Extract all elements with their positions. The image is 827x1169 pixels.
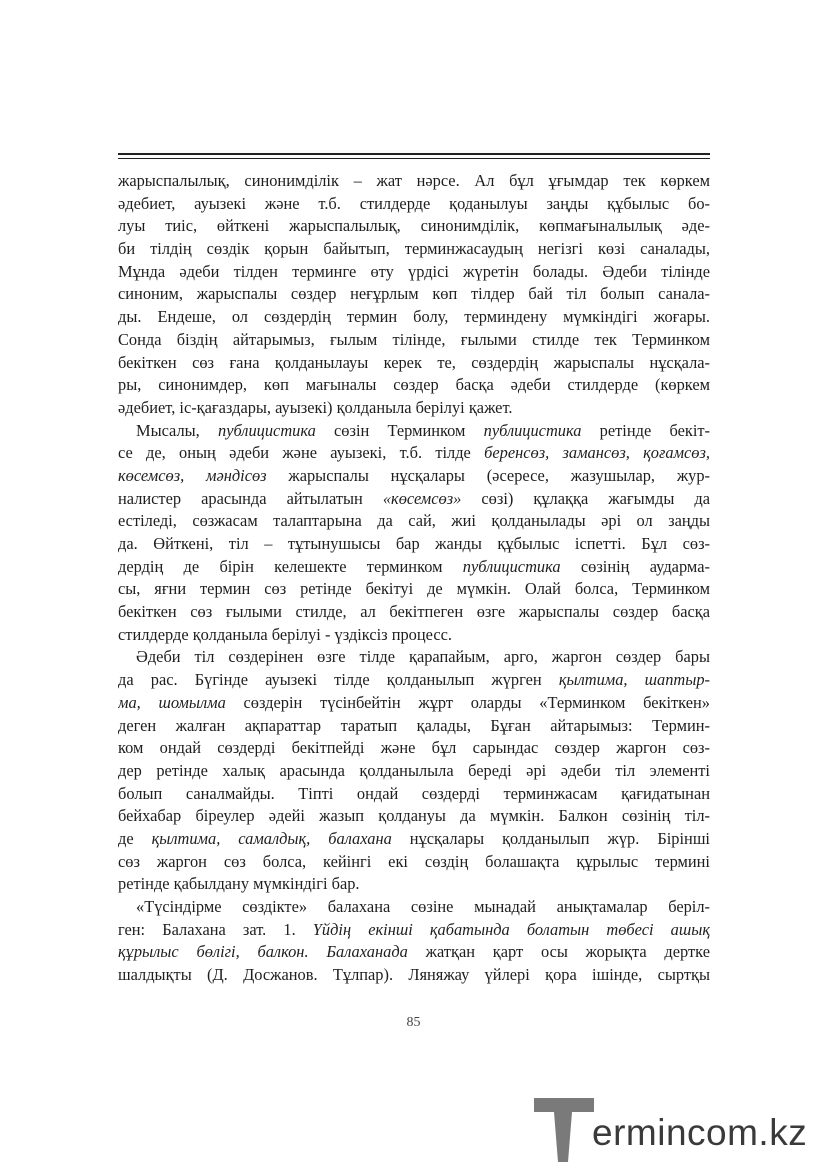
text-segment: сөзі) құлаққа жағымды да — [461, 488, 710, 508]
text-segment: да рас. Бүгінде ауызекі тілде қолданылып жүрген — [118, 670, 559, 690]
text-segment: ры, синонимдер, көп мағыналы сөздер басқа әдеби стилдерде (көркем — [118, 375, 710, 395]
text-line — [118, 261, 710, 284]
text-line — [118, 510, 710, 533]
text-line — [118, 306, 710, 329]
body-text — [118, 170, 710, 987]
italic-term: публицистика — [218, 420, 316, 440]
text-line — [118, 851, 710, 874]
text-line — [118, 193, 710, 216]
text-segment: Мұнда әдеби тілден терминге өту үрдісі жүретін болады. Әдеби тілінде — [118, 261, 710, 281]
text-line — [118, 715, 710, 738]
text-segment: дердің де бірін келешекте терминком — [118, 556, 463, 576]
logo-t-icon — [534, 1098, 596, 1162]
text-segment: ды. Ендеше, ол сөздердің термин болу, терминдену мүмкіндігі жоғары. — [118, 307, 710, 327]
text-segment: нұсқалары қолданылып жүр. Бірінші — [391, 828, 710, 848]
logo-text: ermincom.kz — [592, 1112, 808, 1153]
italic-term: ма, шомылма — [118, 692, 226, 712]
text-line — [118, 964, 710, 987]
text-segment: естіледі, сөзжасам талаптарына да сай, жиі қолданылады әрі ол заңды — [118, 511, 710, 531]
text-segment: әдебиет, іс-қағаздары, ауызекі) қолданыла берілуі қажет. — [118, 397, 513, 417]
text-segment: синоним, жарыспалы сөздер неғұрлым көп тілдер бай тіл болып санала- — [118, 284, 710, 304]
text-line — [118, 669, 710, 692]
text-segment: жатқан қарт осы жорықта дертке — [407, 942, 710, 962]
text-segment: шалдықты (Д. Досжанов. Тұлпар). Ляняжау үйлері қора ішінде, сыртқы — [118, 965, 710, 985]
text-line — [118, 533, 710, 556]
header-rule-thick — [118, 153, 710, 155]
text-line — [118, 624, 710, 647]
italic-term: «көсемсөз» — [382, 488, 462, 508]
text-segment: дер ретінде халық арасында қолданылыла береді әрі әдеби тіл элементі — [118, 760, 710, 780]
text-segment: сы, яғни термин сөз ретінде бекітуі де мүмкін. Олай болса, Терминком — [118, 579, 710, 599]
italic-term: публицистика — [483, 420, 582, 440]
text-segment: бекіткен сөз ғана қолданылауы керек те, сөздердің жарыспалы нұсқала- — [118, 352, 710, 372]
text-line — [118, 941, 710, 964]
text-line — [118, 556, 710, 579]
text-line — [118, 238, 710, 261]
text-segment: әдебиет, ауызекі және т.б. стилдерде қоданылуы заңды құбылыс бо- — [118, 193, 710, 213]
text-segment: сөзінің аудармa- — [560, 556, 710, 576]
text-line — [118, 329, 710, 352]
text-line — [118, 873, 710, 896]
text-segment: Сонда біздің айтарымыз, ғылым тілінде, ғылыми стилде тек Терминком — [118, 329, 710, 349]
text-segment: ретінде бекіт- — [581, 420, 710, 440]
text-segment: бейхабар біреулер әдейі жазып қолдануы да мүмкін. Балкон сөзінің тіл- — [118, 806, 710, 826]
text-segment: да. Өйткені, тіл – тұтынушысы бар жанды құбылыс іспетті. Бұл сөз- — [118, 534, 710, 553]
text-segment: жарыспалылық, синонимділік – жат нәрсе. Ал бұл ұғымдар тек көркем — [118, 171, 710, 190]
italic-term: көсемсөз, мәндісөз — [118, 465, 267, 485]
text-line — [118, 760, 710, 783]
termincom-logo — [534, 1098, 824, 1162]
text-segment: сөз жаргон сөз болса, кейінгі екі сөздің болашақта құрылыс термині — [118, 851, 710, 871]
text-line — [118, 283, 710, 306]
page-number: 85 — [406, 1015, 421, 1030]
text-line — [118, 805, 710, 828]
text-line — [118, 397, 710, 420]
text-segment: жарыспалы нұсқалары (әсересе, жазушылар, жур- — [266, 465, 710, 485]
text-line — [118, 442, 710, 465]
text-segment: налистер арасында айтылатын — [118, 488, 383, 508]
text-line — [118, 646, 710, 669]
text-line — [118, 578, 710, 601]
text-line — [118, 488, 710, 511]
text-segment: ген: Балахана зат. 1. — [118, 919, 313, 939]
text-segment: Мысалы, — [136, 420, 218, 440]
text-line — [118, 420, 710, 443]
text-line — [118, 828, 710, 851]
text-segment: стилдерде қолданыла берілуі - үздіксіз процесс. — [118, 624, 452, 644]
text-line — [118, 465, 710, 488]
italic-term: публицистика — [462, 556, 561, 576]
header-rule-thin — [118, 158, 710, 159]
text-segment: луы тиіс, өйткені жарыспалылық, синонимділік, көпмағыналылық әде- — [118, 216, 710, 236]
text-segment: де — [118, 828, 152, 848]
text-segment: «Түсіндірме сөздікте» балахана сөзіне мынадай анықтамалар беріл- — [136, 897, 710, 916]
text-line — [118, 215, 710, 238]
text-segment: би тілдің сөздік қорын байытып, терминжасаудың негізгі көзі саналады, — [118, 239, 710, 259]
text-line — [118, 170, 710, 193]
text-segment: сөзін Терминком — [315, 420, 484, 440]
text-segment: бекіткен сөз ғылыми стилде, ал бекітпеген өзге жарыспалы сөздер басқа — [118, 602, 710, 622]
text-line — [118, 896, 710, 919]
text-line — [118, 374, 710, 397]
text-segment: деген жалған ақпараттар таратып қалады, Бұған айтарымыз: Термин- — [118, 715, 710, 735]
text-segment: се де, оның әдеби және ауызекі, т.б. тілде — [118, 443, 485, 463]
italic-term: қылтима, самалдық, балахана — [151, 828, 392, 848]
italic-term: беренсөз, замансөз, қоғамсөз, — [484, 443, 710, 463]
text-segment: ретінде қабылдану мүмкіндігі бар. — [118, 874, 360, 894]
text-line — [118, 601, 710, 624]
italic-term: құрылыс бөлігі, балкон. Балаханада — [118, 942, 408, 962]
text-line — [118, 919, 710, 942]
text-line — [118, 783, 710, 806]
text-line — [118, 692, 710, 715]
text-segment: ком ондай сөздерді бекітпейді және бұл сарындас сөздер жаргон сөз- — [118, 738, 710, 758]
text-segment: болып саналмайды. Тіпті ондай сөздерді терминжасам қағидатынан — [118, 783, 710, 803]
italic-term: қылтима, шаптыр- — [558, 670, 710, 690]
italic-term: Үйдің екінші қабатында болатын төбесі ашық — [312, 919, 710, 939]
text-segment: Әдеби тіл сөздерінен өзге тілде қарапайым, арго, жаргон сөздер бары — [136, 647, 710, 667]
text-line — [118, 352, 710, 375]
text-segment: сөздерін түсінбейтін жұрт оларды «Терминком бекіткен» — [225, 692, 710, 712]
text-line — [118, 737, 710, 760]
